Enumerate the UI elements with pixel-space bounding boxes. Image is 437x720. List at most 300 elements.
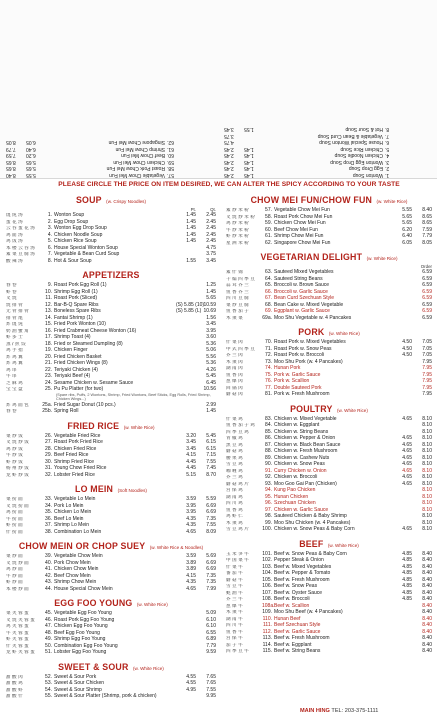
item-number: 100. [262, 526, 272, 532]
item-name: Vegetable Chow Mei Fun [109, 172, 165, 178]
quart-price: 8.40 [6, 172, 16, 178]
chinese-name: 蘑 菇 鸡 片 [226, 481, 249, 487]
item-number: 76. [265, 378, 272, 384]
flipped-item-row [224, 152, 431, 159]
item-name: Vegetable Lo Mein [54, 496, 96, 502]
quart-price: 2.45 [206, 231, 216, 238]
item-number: 5. [385, 146, 390, 152]
item-number: 3. [47, 225, 52, 231]
section-title: APPETIZERS [82, 270, 140, 280]
section-header-appetizers [6, 266, 216, 282]
item-name: Beef w. Mixed Vegetables [274, 563, 332, 570]
menu-item-row[interactable] [6, 586, 216, 593]
chinese-name: 叉 烧 芙 蓉 蛋 [6, 617, 35, 623]
pint-price: 1.45 [244, 146, 254, 152]
item-name: Moo Shu Chicken (w. 4 Pancakes) [274, 519, 351, 526]
chinese-name: 牛 炒 面 [6, 573, 23, 579]
chinese-name: 素 什 锦 [226, 270, 243, 275]
pint-price: 4.85 [402, 570, 412, 576]
item-name: Broccoli w. Garlic Sauce [274, 288, 328, 295]
chinese-name: 湖 南 牛 [226, 616, 243, 622]
item-number: 107. [262, 589, 272, 596]
item-number: 1. [47, 212, 52, 218]
pint-price: 4.85 [402, 583, 412, 589]
upside-down-menu-panel [0, 0, 437, 178]
quart-price: 8.40 [422, 583, 432, 589]
item-name: Hunan Pork [274, 365, 301, 371]
item-name: Egg Drop Soup [348, 165, 383, 172]
quart-price: 6.59 [422, 314, 432, 321]
quart-price: 7.95 [422, 371, 432, 378]
chinese-name: 鸡 手 指 [6, 348, 23, 353]
quart-price: 8.10 [422, 474, 432, 480]
chinese-name: 素 菜 豆 腐 汤 [6, 252, 35, 257]
pint-price: 1.45 [186, 225, 196, 231]
item-number: 42. [45, 572, 52, 579]
item-number: 37. [45, 522, 52, 528]
section-title: EGG FOO YOUNG [54, 598, 133, 608]
item-name: Chicken w. Cashew Nuts [274, 454, 330, 461]
menu-item-row[interactable] [226, 526, 432, 533]
chinese-name: 本 楼 炒 面 [6, 586, 29, 592]
item-name: Broccoli w. Brown Sauce [274, 282, 330, 288]
quart-price: 8.40 [422, 635, 432, 641]
chinese-name: 炸 馄 饨 [6, 322, 23, 327]
item-name: Chicken w. Mixed Vegetable [274, 415, 337, 422]
section-header-chow-mein [6, 537, 216, 553]
chinese-name: 什 菜 牛 [226, 564, 243, 570]
flipped-item-row [224, 133, 431, 140]
item-number: 9. [47, 282, 52, 288]
item-number: 27. [45, 439, 52, 445]
pint-price: 3.89 [186, 566, 196, 572]
chinese-name: 玉 米 笋 牛 [226, 551, 249, 557]
chinese-name: 鸡 面 汤 [6, 232, 23, 238]
quart-price: 8.10 [422, 467, 432, 474]
chinese-name: 鱼 香 肉 [226, 372, 243, 378]
chinese-name: 炸 鸡 翼 [6, 361, 23, 366]
chinese-name: 酸 辣 汤 [6, 258, 23, 264]
pint-price: 6.20 [402, 226, 412, 233]
item-name: Pork Lo Mein [54, 502, 84, 509]
quart-price: 6.59 [422, 282, 432, 288]
platter-note: (Spare ribs, Puffs, 2 Wontons, Shrimp, Fried Wontons, Beef Sticks, Egg Rolls, Fried Shrimp, Chicken Wings...) [56, 392, 211, 401]
chinese-name: 四 川 鸡 [226, 501, 243, 506]
item-name: Roast Pork Chow Mei Fun [274, 213, 333, 220]
item-number: 81. [265, 391, 272, 397]
item-number: 50. [45, 642, 52, 649]
flipped-item-row [6, 146, 213, 153]
item-number: 108. [262, 596, 272, 602]
item-name: Pork w. Scallion [274, 378, 310, 384]
item-number: 69. [265, 308, 272, 314]
quart-label: Qt. [210, 207, 216, 212]
item-number: 8. [385, 126, 390, 133]
pint-price: (S) 5.85 (L) [176, 308, 202, 314]
quart-price: 8.10 [422, 415, 432, 422]
item-name: Hunan Chicken [274, 493, 309, 500]
chinese-name: 素 炒 米 粉 [226, 208, 249, 213]
chinese-name: 叉 烧 炒 面 [6, 560, 29, 566]
quart-price: 6.59 [422, 301, 432, 308]
pint-price: 4.65 [402, 480, 412, 487]
section-subtitle: (w. White Rice) [327, 542, 359, 548]
section-header-fried-rice [6, 417, 216, 433]
restaurant-phone: TEL: 203-375-1111 [331, 708, 379, 714]
quart-price: 7.95 [422, 358, 432, 365]
item-number: 40. [45, 559, 52, 566]
item-name: Moo Goo Gai Pan (Chicken) [274, 480, 337, 487]
quart-price: 3.75 [206, 251, 216, 257]
quart-price: 9.95 [206, 693, 216, 699]
pint-price: 4.85 [402, 589, 412, 596]
pint-price: 4.85 [402, 563, 412, 570]
quart-price: 8.10 [422, 487, 432, 493]
item-name: Roast Pork w. Mixed Vegetables [274, 339, 346, 345]
item-number: 22. [45, 366, 52, 373]
item-name: Shrimp Egg Roll (1) [54, 288, 98, 295]
quart-price: 2.45 [206, 218, 216, 225]
quart-price: 8.10 [422, 441, 432, 448]
chinese-name: 甜 酸 鸡 [6, 681, 23, 686]
quart-price: 8.65 [6, 165, 16, 172]
item-number: 114. [262, 641, 272, 648]
pint-price: (S) 5.85 (10) [176, 301, 205, 308]
item-name: Beef w. String Beans [274, 648, 321, 654]
item-number: 57. [167, 172, 174, 178]
quart-price: 7.95 [422, 384, 432, 391]
item-name: House Special Wonton Soup [319, 139, 383, 146]
chinese-name: 鱼 香 牛 [226, 629, 243, 635]
item-number: 46. [45, 616, 52, 623]
chinese-name: 叉 烧 捞 面 [6, 503, 29, 509]
quart-price: 1.25 [206, 282, 216, 288]
chinese-name: 蘑 菇 牛 [226, 577, 243, 583]
pint-price: 4.85 [402, 596, 412, 602]
item-name: Sweet & Sour Platter (Shrimp, pork & chicken) [54, 693, 157, 699]
quart-price: 8.10 [422, 500, 432, 506]
pint-price: 4.95 [186, 686, 196, 693]
item-name: Vegetable & Bean Curd Soup [317, 133, 383, 139]
item-number: 105. [262, 576, 272, 583]
chinese-name: 本 楼 云 吞 汤 [6, 245, 35, 251]
flipped-soup-list [224, 126, 431, 178]
item-number: 24. [45, 379, 52, 386]
chinese-name: 鸡 捞 面 [6, 510, 23, 515]
quart-price: 8.10 [422, 461, 432, 467]
chinese-name: 鸡 饭 汤 [6, 239, 23, 244]
item-name: Chicken Noodle Soup [334, 152, 383, 159]
quart-price: 8.40 [422, 622, 432, 628]
chinese-name: 蒸 / 煎 饺 [6, 341, 26, 347]
item-name: Vegetable Chow Mein [54, 553, 103, 559]
chinese-name: 馄 饨 汤 [6, 213, 23, 218]
item-name: Beef w. Fresh Mushroom [274, 576, 330, 583]
item-name: Spring Roll [54, 408, 79, 414]
chinese-name: 四 川 豆 腐 [226, 296, 249, 301]
quart-price: 8.10 [422, 428, 432, 435]
quart-price: 5.36 [206, 340, 216, 347]
chinese-name: 牛 炒 米 粉 [226, 227, 249, 233]
pint-price: 4.85 [402, 557, 412, 563]
item-number: 31. [45, 465, 52, 471]
pint-price: 4.65 [402, 435, 412, 441]
pint-price: 1.45 [244, 172, 254, 178]
chinese-name: 牛 捞 面 [6, 516, 23, 522]
item-number: 64. [265, 275, 272, 282]
item-number: 106. [262, 583, 272, 589]
item-name: Moo Shu Vegetable w. 4 Pancakes [274, 314, 352, 321]
pint-price: 4.15 [186, 572, 196, 579]
chinese-name: 青 椒 鸡 [226, 436, 243, 441]
item-name: Fried Chicken Wings (8) [54, 360, 108, 366]
pint-price: 1.45 [186, 212, 196, 218]
item-number: 6. [47, 244, 52, 251]
item-number: 14. [45, 314, 52, 321]
item-number: 63. [265, 269, 272, 275]
item-number: 23. [45, 373, 52, 379]
pint-price: 4.15 [186, 452, 196, 458]
pint-price: 4.50 [402, 339, 412, 345]
quart-price: 7.05 [422, 345, 432, 352]
quart-price: 2.45 [206, 225, 216, 231]
pint-price: 1.45 [244, 165, 254, 172]
chinese-name: 龙 虾 炒 饭 [6, 472, 29, 478]
item-name: Beef Egg Foo Young [54, 629, 100, 636]
item-name: Beef w. Fresh Mushroom [274, 635, 330, 641]
chinese-name: 番 茄 牛 [226, 571, 243, 576]
chinese-name: 菜 炒 饭 [6, 433, 23, 439]
item-name: Chicken Egg Foo Young [54, 623, 108, 629]
item-name: Chicken Finger [54, 347, 88, 353]
item-number: 65. [265, 282, 272, 288]
pint-price: 4.55 [186, 673, 196, 680]
chinese-name: 芥 兰 鸡 [226, 475, 243, 480]
item-name: Teriyaki Chicken (4) [54, 366, 98, 373]
item-name: Chicken w. Eggplant [274, 422, 320, 428]
quart-price: 8.05 [422, 239, 432, 246]
item-name: Bean Curd Szechuan Style [274, 295, 335, 301]
item-number: 7. [47, 251, 52, 257]
item-name: Pork w. Fresh Mushroom [274, 391, 330, 397]
item-number: 91. [265, 467, 272, 474]
menu-item-row[interactable] [226, 240, 432, 247]
item-name: Chicken Chow Mein [54, 566, 99, 572]
chinese-name: 宫 保 鸡 [226, 488, 243, 493]
item-name: House Special Chow Mein [54, 585, 113, 592]
section-title: VEGETARIAN DELIGHT [260, 252, 363, 262]
pint-price: 4.65 [402, 474, 412, 480]
quart-price: 7.35 [206, 515, 216, 522]
item-number: 88. [265, 448, 272, 454]
item-number: 74. [265, 365, 272, 371]
menu-item-row[interactable] [6, 472, 216, 479]
quart-price: 6.69 [206, 566, 216, 572]
item-name: Roast Pork w. Snow Peas [274, 345, 332, 352]
item-name: Pu Pu Platter (for two) [54, 386, 104, 392]
item-number: 15. [45, 321, 52, 327]
chinese-name: 虾 炒 面 [6, 580, 23, 585]
item-name: Wonton Egg Drop Soup [54, 225, 107, 231]
item-number: 90. [265, 461, 272, 467]
flipped-item-row [224, 146, 431, 153]
quart-price: 8.40 [422, 557, 432, 563]
item-name: Pork w. Garlic Sauce [274, 371, 321, 378]
chinese-name: 干 煸 四 季 豆 [226, 276, 255, 282]
item-name: Beef w. Broccoli [274, 596, 310, 602]
quart-price: 6.89 [206, 636, 216, 642]
item-name: Beef Chow Mei Fun [121, 152, 165, 159]
section-header-pork [226, 323, 432, 339]
chinese-name: 菜 炒 面 [6, 554, 23, 559]
chinese-name: 雪 豆 鸡 片 [226, 527, 249, 532]
chinese-name: 中 式 四 季 豆 [226, 346, 255, 352]
chinese-name: 咖 喱 鸡 [226, 468, 243, 474]
chinese-name: 茄 子 牛 [226, 642, 243, 648]
item-name: Lobster Fried Rice [54, 471, 95, 478]
item-name: Chicken w. String Beans [274, 428, 329, 435]
item-number: 61. [265, 233, 272, 239]
item-number: 19. [45, 347, 52, 353]
item-number: 112. [262, 628, 272, 635]
pint-price: 3.45 [186, 439, 196, 445]
chinese-name: 鸡 串 [6, 367, 17, 373]
section-subtitle: (Soft Noodles) [117, 488, 147, 493]
menu-item-row[interactable] [6, 529, 216, 536]
section-subtitle: (w. White Rice) [366, 256, 398, 261]
pint-price: 4.65 [402, 467, 412, 474]
pint-price: 3.59 [186, 496, 196, 502]
item-name: Beef w. Snow Peas & Baby Corn [274, 550, 347, 557]
chinese-name: 菜 捞 面 [6, 497, 23, 502]
chinese-name: 奶 油 蟹 角 [6, 328, 29, 334]
item-name: Sesame Chicken w. Sesame Sauce [54, 379, 134, 386]
item-number: 39. [45, 553, 52, 559]
item-name: Lobster Egg Foo Young [54, 649, 107, 655]
quart-price: 3.45 [206, 257, 216, 264]
quart-price: 6.10 [206, 623, 216, 629]
item-name: Eggplant w. Garlic Sauce [274, 308, 330, 314]
chinese-name: 木 须 菜 [226, 315, 243, 321]
quart-price: 2.45 [206, 212, 216, 218]
item-name: Chicken w. Snow Peas & Baby Corn [274, 526, 355, 532]
section-header-vegetarian [226, 248, 432, 264]
pint-price: 1.45 [244, 152, 254, 159]
pint-price: 1.45 [186, 238, 196, 244]
quart-price: 8.40 [422, 609, 432, 615]
item-number: 69a. [262, 314, 272, 321]
flipped-item-row [224, 126, 431, 133]
quart-price: 2.45 [224, 172, 234, 178]
item-number: 104. [262, 570, 272, 576]
chinese-name: 鱼 香 鸡 [226, 507, 243, 513]
item-name: Fried or Steamed Dumpling (8) [54, 340, 123, 347]
quart-price: 8.10 [422, 506, 432, 513]
section-header-beef [226, 535, 432, 551]
item-name: Fried Crabmeat Cheese Wonton (16) [54, 327, 137, 334]
item-name: Vegetable & Bean Curd Soup [54, 251, 120, 257]
item-number: 71. [265, 345, 272, 352]
quart-price: 8.05 [6, 139, 16, 146]
chinese-name: 炸 鸡 翼 [6, 354, 23, 360]
section-title: BEEF [299, 538, 324, 549]
chinese-name: 鱼 香 茄 子 鸡 [226, 423, 255, 428]
menu-item-row[interactable] [6, 258, 216, 265]
quart-price: 7.95 [422, 391, 432, 397]
item-number: 96. [265, 500, 272, 506]
pint-price: 4.65 [402, 415, 412, 422]
item-name: Shrimp Chow Mei Fun [115, 146, 165, 152]
chinese-name: 木 须 肉 [226, 359, 243, 365]
item-number: 4. [47, 231, 52, 238]
quart-price: 8.10 [422, 526, 432, 532]
chinese-name: 芥 兰 肉 [226, 353, 243, 358]
item-name: Wonton Soup [352, 172, 383, 178]
restaurant-footer [300, 708, 378, 714]
chinese-name: 雪 豆 鸡 [226, 462, 243, 467]
item-number: 58. [167, 165, 174, 172]
chinese-name: 湖 南 肉 [226, 366, 243, 371]
quart-price: 2.45 [206, 238, 216, 244]
pint-price: 1.45 [186, 231, 196, 238]
pint-price: 4.85 [402, 550, 412, 557]
quart-price: 6.15 [206, 445, 216, 452]
chinese-name: 虾 卷 [6, 289, 17, 295]
fold-line [0, 178, 437, 179]
item-name: Beef w. Oyster Sauce [274, 589, 323, 596]
section-title: CHOW MEI FUN/CHOW FUN [250, 195, 373, 205]
flipped-item-row [6, 139, 213, 146]
chinese-name: 蘑 菇 鸡 [226, 449, 243, 454]
item-name: Double Sauteed Pork [274, 384, 322, 391]
quart-price: 5.69 [206, 553, 216, 559]
quart-price: 8.40 [422, 207, 432, 213]
chinese-name: 中 国 菜 牛 [226, 558, 249, 563]
chinese-name: 菜 芙 蓉 蛋 [6, 611, 29, 616]
item-number: 5. [47, 238, 52, 244]
item-name: Wonton Egg Drop Soup [330, 159, 383, 165]
quart-price: 5.65 [206, 295, 216, 301]
section-header-egg-foo-young [6, 594, 216, 610]
quart-price: 10.59 [203, 301, 216, 308]
item-number: 41. [45, 566, 52, 572]
chinese-name: 排 骨 尾 [6, 315, 23, 321]
item-number: 60. [265, 226, 272, 233]
chinese-name: 鸡 虾 仁 [226, 514, 243, 519]
pint-price: 4.85 [402, 576, 412, 583]
quart-price: 8.40 [422, 570, 432, 576]
quart-price: 8.40 [422, 615, 432, 622]
chinese-name: 什 芙 蓉 蛋 [6, 643, 29, 649]
item-number: 55. [45, 693, 52, 699]
pint-price: 5.15 [186, 471, 196, 478]
item-name: Chicken Chow Mei Fun [113, 159, 165, 165]
quart-price: 4.75 [206, 244, 216, 251]
pint-price: 3.45 [186, 445, 196, 452]
quart-price: 8.10 [422, 435, 432, 441]
item-number: 7. [385, 133, 390, 139]
chinese-name: 木 须 鸡 [226, 520, 243, 526]
item-number: 10. [45, 288, 52, 295]
flipped-item-row [6, 152, 213, 159]
item-number: 93. [265, 480, 272, 487]
quart-price: 8.40 [422, 576, 432, 583]
quart-price: 6.69 [206, 502, 216, 509]
item-name: Beef Szechuan Style [274, 622, 321, 628]
item-number: 1. [385, 172, 390, 178]
quart-price: 7.15 [206, 452, 216, 458]
quart-price: 8.65 [422, 220, 432, 226]
